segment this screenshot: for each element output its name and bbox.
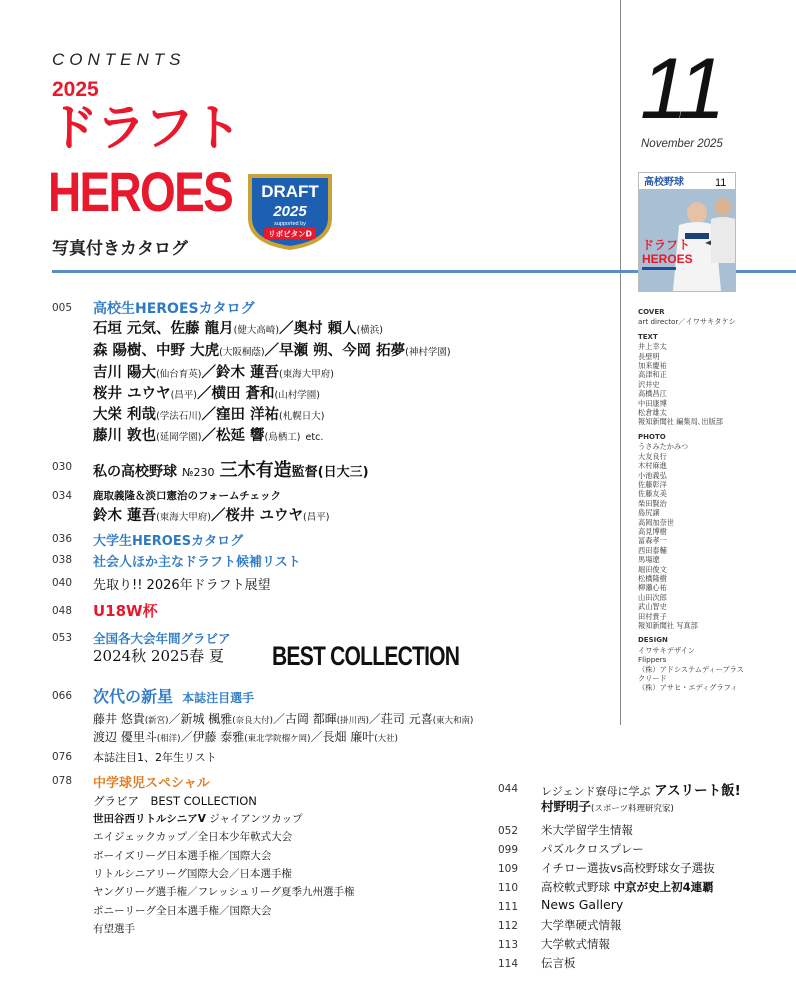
entry-line: 吉川 陽大(仙台育英)／鈴木 蓮吾(東海大甲府) [93, 365, 334, 381]
page-number: 099 [498, 844, 519, 856]
entry-line: 世田谷西リトルシニアV ジャイアンツカップ [93, 813, 303, 825]
list-item: 村野明子(スポーツ料理研究家) [541, 799, 674, 814]
feature-title-en: HEROES [48, 160, 233, 223]
list-item[interactable]: News Gallery [541, 897, 624, 912]
entry-heading[interactable]: 社会人ほか主なドラフト候補リスト [93, 555, 301, 570]
entry-line: 桜井 ユウヤ(昌平)／横田 蒼和(山村学園) [93, 386, 320, 402]
credits-text: TEXT 井上幸太 長壁明 加来慶祐 高津和正 沢井史 高橋昌江 中田康博 松倉雄太 報知新聞社 編集局､出版部 [638, 332, 723, 427]
entry-heading[interactable]: 鹿取義隆＆淡口憲治のフォームチェック [93, 490, 281, 502]
page-number: 048 [52, 605, 73, 617]
list-item[interactable]: レジェンド寮母に学ぶ アスリート飯! [541, 783, 741, 799]
feature-year: 2025 [52, 78, 99, 101]
entry-line: ヤングリーグ選手権／フレッシュリーグ夏季九州選手権 [93, 886, 355, 898]
page-number: 076 [52, 751, 73, 763]
page-number: 114 [498, 958, 519, 970]
entry-line[interactable]: 私の高校野球 №230 三木有造監督(日大三) [93, 460, 369, 481]
credits-cover: COVER art director／イワサキタケシ [638, 308, 736, 327]
entry-heading[interactable]: 高校生HEROESカタログ [93, 301, 255, 317]
entry-line: 有望選手 [93, 923, 135, 935]
credits-photo: PHOTO うさみたかみつ 大友良行 木村麻進 小池義弘 佐藤彰洋 佐藤友美 柴田賢治 島尻譲 高岡加奈世 高見博樹 冨森孝一 西田泰輔 馬場遼 堀田俊文 松橋隆樹 柳瀬心祐 山田次郎 武山智史 田村貴子 報知新聞社 写真部 [638, 432, 698, 630]
entry-line: エイジェックカップ／全日本少年軟式大会 [93, 831, 293, 843]
entry-heading[interactable]: 先取り!! 2026年ドラフト展望 [93, 578, 271, 593]
page-number: 038 [52, 554, 73, 566]
page-number: 110 [498, 882, 519, 894]
page-number: 053 [52, 632, 73, 644]
entry-line: 鈴木 蓮吾(東海大甲府)／桜井 ユウヤ(昌平) [93, 508, 330, 524]
list-item[interactable]: 大学軟式情報 [541, 937, 610, 951]
contents-label: CONTENTS [52, 50, 186, 69]
entry-heading[interactable]: 次代の新星 本誌注目選手 [93, 687, 255, 706]
feature-subtitle: 写真付きカタログ [52, 239, 188, 259]
page-number: 005 [52, 302, 73, 314]
list-item[interactable]: イチロー選抜vs高校野球女子選抜 [541, 861, 715, 875]
entry-line: ボーイズリーグ日本選手権／国際大会 [93, 850, 272, 862]
entry-heading[interactable]: U18W杯 [93, 602, 158, 620]
page-number: 052 [498, 825, 519, 837]
entry-heading[interactable]: 中学球児スペシャル [93, 776, 210, 791]
svg-text:ドラフト: ドラフト [642, 238, 691, 252]
page-number: 111 [498, 901, 519, 913]
entry-line: 2024秋 2025春 夏 [93, 647, 224, 665]
column-divider [620, 0, 621, 725]
page-number: 066 [52, 690, 73, 702]
feature-title-ja: ドラフト [48, 100, 240, 156]
page-number: 078 [52, 775, 73, 787]
entry-line: 森 陽樹、中野 大虎(大阪桐蔭)／早瀬 朔、今岡 拓夢(神村学園) [93, 343, 451, 359]
entry-heading[interactable]: 本誌注目1、2年生リスト [93, 751, 217, 764]
list-item[interactable]: 高校軟式野球 中京が史上初4連覇 [541, 880, 714, 894]
entry-line: 渡辺 優里斗(相洋)／伊藤 泰雅(東北学院榴ケ岡)／長畑 廉叶(大社) [93, 730, 398, 744]
draft-badge-logo [244, 172, 336, 250]
page-number: 036 [52, 533, 73, 545]
svg-text:DRAFT: DRAFT [261, 182, 319, 201]
cover-thumbnail [638, 172, 736, 292]
entry-line: 藤川 敦也(延岡学園)／松延 響(鳥栖工) etc. [93, 428, 324, 444]
page-number: 112 [498, 920, 519, 932]
svg-text:リポビタンD: リポビタンD [268, 229, 312, 239]
entry-line: 藤井 悠貴(新宮)／新城 楓雅(奈良大付)／古岡 都暉(掛川西)／荘司 元喜(東大和南) [93, 712, 474, 726]
page-number: 034 [52, 490, 73, 502]
svg-text:HEROES: HEROES [642, 252, 693, 266]
page-number: 040 [52, 577, 73, 589]
entry-line: ポニーリーグ全日本選手権／国際大会 [93, 905, 272, 917]
entry-heading[interactable]: 全国各大会年間グラビア [93, 631, 231, 646]
page-number: 109 [498, 863, 519, 875]
page-number: 030 [52, 461, 73, 473]
entry-heading[interactable]: 大学生HEROESカタログ [93, 534, 244, 549]
list-item[interactable]: 米大学留学生情報 [541, 823, 633, 837]
issue-number: 11 [640, 41, 722, 137]
page-number: 044 [498, 783, 519, 795]
page-number: 113 [498, 939, 519, 951]
list-item[interactable]: 大学準硬式情報 [541, 918, 622, 932]
entry-line: 大栄 利哉(学法石川)／窪田 洋祐(札幌日大) [93, 407, 325, 423]
svg-text:11: 11 [715, 177, 727, 189]
svg-text:2025: 2025 [273, 203, 307, 220]
entry-line: グラビア BEST COLLECTION [93, 794, 257, 808]
svg-text:supported by: supported by [274, 221, 306, 227]
best-collection-title: BEST COLLECTION [272, 641, 460, 671]
entry-line: 石垣 元気、佐藤 龍月(健大高崎)／奥村 頼人(横浜) [93, 321, 384, 337]
credits-column [638, 308, 792, 699]
list-item[interactable]: 伝言板 [541, 956, 576, 970]
svg-text:高校野球: 高校野球 [644, 177, 684, 188]
list-item[interactable]: パズルクロスプレー [541, 842, 644, 856]
entry-line: リトルシニアリーグ国際大会／日本選手権 [93, 868, 292, 880]
credits-design: DESIGN イワサキデザイン Flippers （株）アドシステムディープラス クリード （株）アサヒ・エディグラフィ [638, 636, 744, 693]
issue-month: November 2025 [641, 138, 723, 150]
